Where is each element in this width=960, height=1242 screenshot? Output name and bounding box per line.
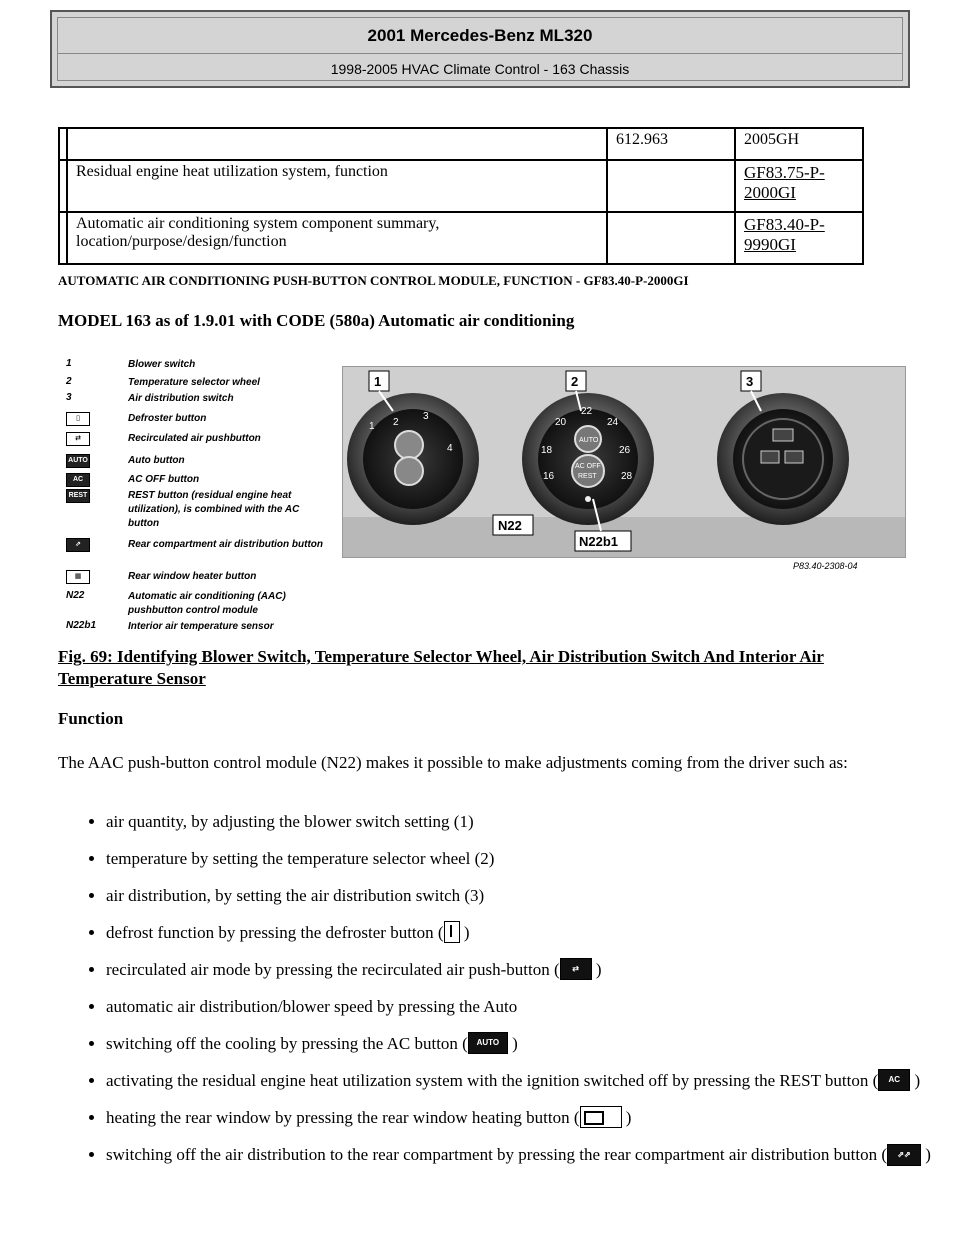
ref-link-gf83-75[interactable]: GF83.75-P-2000GI [744,163,825,202]
list-item: • temperature by setting the temperature selector wheel (2) [106,847,956,871]
temp-label: 18 [541,445,553,456]
legend-label: Temperature selector wheel [128,377,260,388]
table-cell-ref: 2005GH [735,128,863,160]
list-item: • air distribution, by setting the air distribution switch (3) [106,884,956,908]
header-subtitle: 1998-2005 HVAC Climate Control - 163 Chassis [330,61,630,77]
legend-label: REST button (residual engine heat utilization), is combined with the AC button [128,490,300,529]
list-item: • recirculated air mode by pressing the recirculated air push-button ( ⇄ ) [106,958,956,982]
acoff-label: AC OFF [575,463,601,470]
defrost-icon [444,921,460,943]
legend-label: Defroster button [128,413,207,424]
callout-n22b1: N22b1 [579,534,619,549]
temp-label: 22 [581,406,593,417]
list-item: • heating the rear window by pressing the rear window heating button ( ) [106,1106,956,1130]
legend-label: Rear window heater button [128,571,257,582]
rear-distribution-icon: ⇗ [66,538,90,552]
model-heading: MODEL 163 as of 1.9.01 with CODE (580a) Automatic air conditioning [58,311,575,330]
auto-icon: AUTO [66,454,90,468]
legend-label: Air distribution switch [128,393,234,404]
dial-label: 1 [369,421,375,432]
temp-label: 16 [543,471,555,482]
table-cell-ref [735,160,863,212]
callout-3: 3 [746,374,754,389]
recirculate-icon: ⇄ [66,432,90,446]
auto-label: AUTO [579,437,599,444]
figure-code: P83.40-2308-04 [793,561,858,571]
ref-link-gf83-40[interactable]: GF83.40-P-9990GI [744,215,825,254]
rest-icon: REST [66,489,90,503]
figure-caption[interactable]: Fig. 69: Identifying Blower Switch, Temperature Selector Wheel, Air Distribution Switch And Interior Air Temperature Sensor [58,647,824,688]
legend-label: Automatic air conditioning (AAC) pushbutton control module [128,591,286,616]
legend-label: AC OFF button [128,474,200,485]
table-cell-margin [59,160,67,212]
table-row [59,160,863,212]
callout-2: 2 [571,374,579,389]
auto-icon: AUTO [468,1032,508,1054]
legend-label: Recirculated air pushbutton [128,433,261,444]
legend-label: Interior air temperature sensor [128,621,274,632]
list-item: • activating the residual engine heat utilization system with the ignition switched off by pressing the REST button ( AC ) [106,1069,956,1093]
rest-label: REST [578,473,597,480]
table-cell-ref [735,212,863,264]
header-divider [57,53,903,54]
callout-1: 1 [374,374,382,389]
ac-off-icon: AC [66,473,90,487]
legend-key: 3 [66,392,72,403]
page-header [50,10,910,88]
table-cell-description: Automatic air conditioning system component summary, location/purpose/design/function [67,212,607,264]
list-item: • switching off the cooling by pressing the AC button ( AUTO ) [106,1032,956,1056]
blower-dial [347,393,479,525]
function-heading: Function [58,709,124,728]
legend-label: Blower switch [128,359,196,370]
intro-paragraph: The AAC push-button control module (N22) makes it possible to make adjustments coming from the driver such as: [58,753,848,772]
temp-label: 24 [607,417,619,428]
list-item: • defrost function by pressing the defroster button ( ) [106,921,956,945]
list-item: • air quantity, by adjusting the blower switch setting (1) [106,810,956,834]
table-cell-code: 612.963 [607,128,735,160]
recirculate-icon: ⇄ [560,958,592,980]
reference-table [58,127,864,265]
list-item: • automatic air distribution/blower speed by pressing the Auto [106,995,956,1019]
legend-key: 2 [66,376,72,387]
callout-n22: N22 [498,518,522,533]
legend-key: N22b1 [66,620,97,631]
temperature-dial [522,393,654,525]
function-list [58,810,956,1181]
header-title: 2001 Mercedes-Benz ML320 [367,26,593,45]
air-distribution-dial [717,393,849,525]
table-cell-margin [59,212,67,264]
table-row [59,128,863,160]
table-row [59,212,863,264]
table-cell-description [67,128,607,160]
section-heading: AUTOMATIC AIR CONDITIONING PUSH-BUTTON CONTROL MODULE, FUNCTION - GF83.40-P-2000GI [58,273,689,288]
dial-label: 2 [393,417,399,428]
temp-label: 20 [555,417,567,428]
legend-label: Rear compartment air distribution button [128,539,324,550]
dial-label: 4 [447,443,453,454]
defrost-icon: ▯ [66,412,90,426]
rear-distribution-icon: ⇗⇗ [887,1144,921,1166]
table-cell-description: Residual engine heat utilization system, function [67,160,607,212]
dial-label: 3 [423,411,429,422]
legend-key: 1 [66,358,72,369]
legend-key: N22 [66,590,85,601]
control-module-photo [342,366,906,558]
legend-label: Auto button [128,455,185,466]
table-cell-margin [59,128,67,160]
list-item: • switching off the air distribution to the rear compartment by pressing the rear compartment air distribution button ( ⇗⇗ ) [106,1143,956,1167]
rear-window-heater-icon: ▦ [66,570,90,584]
table-cell-code [607,212,735,264]
temp-label: 26 [619,445,631,456]
table-cell-code [607,160,735,212]
temp-label: 28 [621,471,633,482]
ac-off-icon: AC [878,1069,910,1091]
rear-window-heater-icon [580,1106,622,1128]
